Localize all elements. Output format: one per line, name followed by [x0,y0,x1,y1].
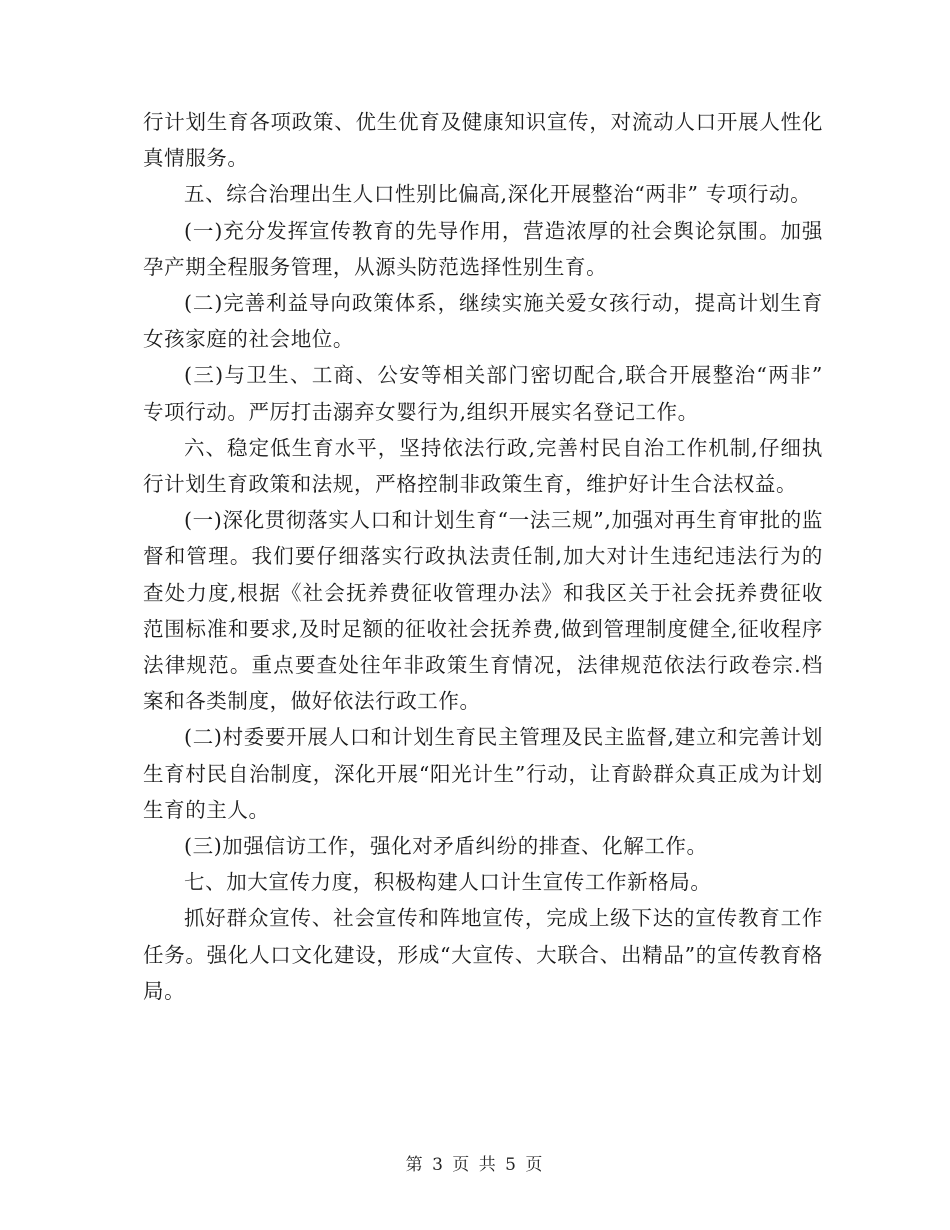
paragraph-six-three: (三)加强信访工作，强化对矛盾纠纷的排查、化解工作。 [184,834,708,859]
section-heading-seven: 七、加大宣传力度，积极构建人口计生宣传工作新格局。 [184,870,712,895]
paragraph-seven-body: 抓好群众宣传、社会宣传和阵地宣传，完成上级下达的宣传教育工作任务。强化人口文化建设，形成“大宣传、大联合、出精品”的宣传教育格局。 [143,906,823,1003]
paragraph-five-two: (二)完善利益导向政策体系，继续实施关爱女孩行动，提高计划生育女孩家庭的社会地位。 [143,291,823,352]
section-heading-six: 六、稳定低生育水平，坚持依法行政,完善村民自治工作机制,仔细执行计划生育政策和法规，严格控制非政策生育，维护好计生合法权益。 [143,435,823,497]
paragraph-five-one: (一)充分发挥宣传教育的先导作用，营造浓厚的社会舆论氛围。加强孕产期全程服务管理，从源头防范选择性别生育。 [143,218,823,279]
paragraph-five-three: (三)与卫生、工商、公安等相关部门密切配合,联合开展整治“两非” 专项行动。严厉打击溺弃女婴行为,组织开展实名登记工作。 [143,363,823,424]
document-body [143,104,823,1009]
section-heading-five: 五、综合治理出生人口性别比偏高,深化开展整治“两非” 专项行动。 [184,182,812,207]
paragraph-six-one: (一)深化贯彻落实人口和计划生育“一法三规”,加强对再生育审批的监督和管理。我们要仔细落实行政执法责任制,加大对计生违纪违法行为的查处力度,根据《社会抚养费征收管理办法》和我区关于社会抚养费征收范围标准和要求,及时足额的征收社会抚养费,做到管理制度健全,征收程序法律规范。重点要查处往年非政策生育情况，法律规范依法行政卷宗.档案和各类制度，做好依法行政工作。 [143,508,823,714]
paragraph-continuation: 行计划生育各项政策、优生优育及健康知识宣传，对流动人口开展人性化真情服务。 [143,110,823,171]
paragraph-six-two: (二)村委要开展人口和计划生育民主管理及民主监督,建立和完善计划生育村民自治制度，深化开展“阳光计生”行动，让育龄群众真正成为计划生育的主人。 [143,725,823,822]
page-number-footer: 第 3 页 共 5 页 [405,1155,545,1175]
